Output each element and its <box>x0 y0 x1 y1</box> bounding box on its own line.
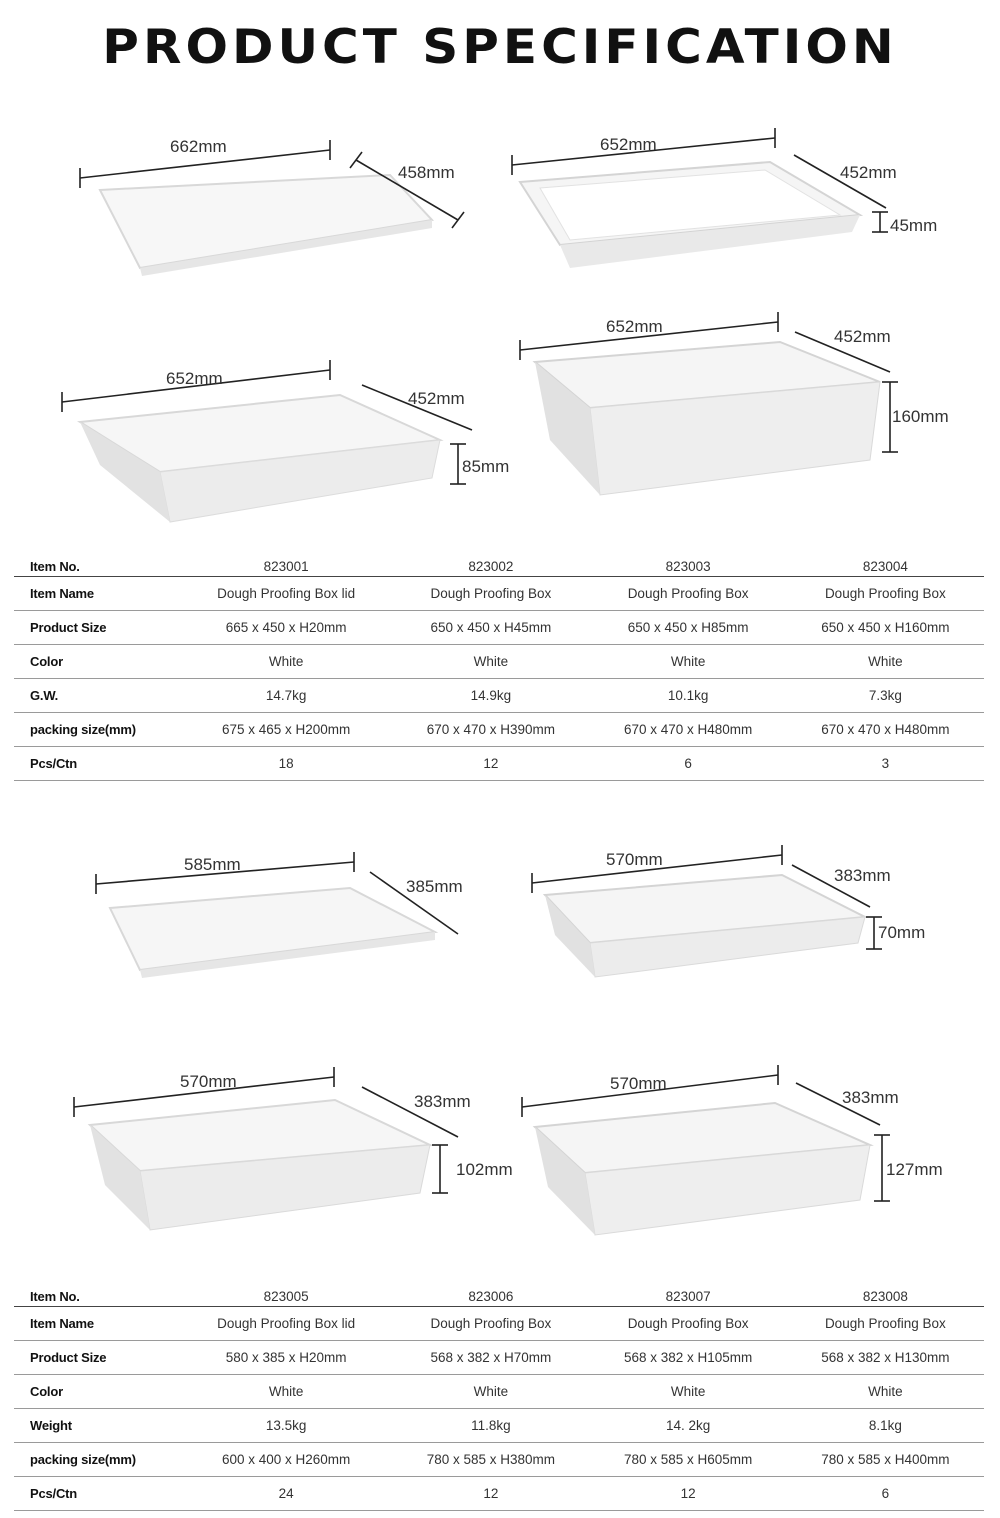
height-label: 70mm <box>878 923 926 942</box>
width-label: 452mm <box>834 327 891 346</box>
spec-row <box>14 611 984 645</box>
spec-cell: 823004 <box>787 552 984 577</box>
spec-cell: 11.8kg <box>392 1409 589 1443</box>
length-label: 570mm <box>610 1074 667 1093</box>
width-label: 458mm <box>398 163 455 182</box>
spec-cell: 780 x 585 x H400mm <box>787 1443 984 1477</box>
spec-cell: 12 <box>392 747 589 781</box>
spec-cell: 6 <box>589 747 786 781</box>
spec-cell: 650 x 450 x H85mm <box>589 611 786 645</box>
spec-row <box>14 1282 984 1307</box>
row-label: Product Size <box>14 611 180 645</box>
product-image-823002 <box>500 120 980 280</box>
spec-cell: 12 <box>392 1477 589 1511</box>
height-label: 160mm <box>892 407 949 426</box>
width-label: 383mm <box>834 866 891 885</box>
row-label: Item Name <box>14 577 180 611</box>
product-image-823004 <box>510 310 980 510</box>
spec-cell: 568 x 382 x H130mm <box>787 1341 984 1375</box>
spec-cell: White <box>392 1375 589 1409</box>
spec-cell: 18 <box>180 747 392 781</box>
row-label: Item No. <box>14 1282 180 1307</box>
spec-cell: 12 <box>589 1477 786 1511</box>
product-image-823003 <box>40 360 520 530</box>
spec-cell: White <box>589 645 786 679</box>
spec-row <box>14 1443 984 1477</box>
row-label: Weight <box>14 1409 180 1443</box>
height-label: 85mm <box>462 457 510 476</box>
spec-cell: White <box>180 645 392 679</box>
spec-cell: 24 <box>180 1477 392 1511</box>
spec-cell: Dough Proofing Box <box>392 1307 589 1341</box>
spec-cell: 823005 <box>180 1282 392 1307</box>
spec-cell: 600 x 400 x H260mm <box>180 1443 392 1477</box>
spec-cell: 823002 <box>392 552 589 577</box>
spec-cell: 823006 <box>392 1282 589 1307</box>
row-label: packing size(mm) <box>14 713 180 747</box>
spec-row <box>14 1307 984 1341</box>
spec-cell: 823003 <box>589 552 786 577</box>
height-label: 102mm <box>456 1160 513 1179</box>
spec-cell: 675 x 465 x H200mm <box>180 713 392 747</box>
spec-row <box>14 679 984 713</box>
row-label: Item Name <box>14 1307 180 1341</box>
spec-cell: Dough Proofing Box <box>589 1307 786 1341</box>
length-label: 652mm <box>166 369 223 388</box>
row-label: G.W. <box>14 679 180 713</box>
spec-cell: 665 x 450 x H20mm <box>180 611 392 645</box>
page-title: PRODUCT SPECIFICATION <box>102 19 898 75</box>
spec-cell: Dough Proofing Box <box>392 577 589 611</box>
spec-cell: White <box>180 1375 392 1409</box>
spec-row <box>14 645 984 679</box>
spec-row <box>14 552 984 577</box>
product-image-823008 <box>510 1065 980 1245</box>
width-label: 383mm <box>414 1092 471 1111</box>
length-label: 570mm <box>606 850 663 869</box>
spec-cell: White <box>392 645 589 679</box>
spec-cell: 14. 2kg <box>589 1409 786 1443</box>
spec-table-2 <box>14 1282 984 1511</box>
spec-cell: Dough Proofing Box lid <box>180 1307 392 1341</box>
row-label: Color <box>14 645 180 679</box>
length-label: 652mm <box>606 317 663 336</box>
spec-cell: 6 <box>787 1477 984 1511</box>
spec-cell: 568 x 382 x H70mm <box>392 1341 589 1375</box>
product-image-823005 <box>80 850 480 980</box>
spec-cell: 8.1kg <box>787 1409 984 1443</box>
length-label: 652mm <box>600 135 657 154</box>
spec-cell: 670 x 470 x H480mm <box>589 713 786 747</box>
spec-cell: 568 x 382 x H105mm <box>589 1341 786 1375</box>
width-label: 452mm <box>840 163 897 182</box>
row-label: packing size(mm) <box>14 1443 180 1477</box>
spec-cell: 580 x 385 x H20mm <box>180 1341 392 1375</box>
spec-cell: 3 <box>787 747 984 781</box>
spec-row <box>14 747 984 781</box>
spec-cell: White <box>589 1375 786 1409</box>
spec-row <box>14 577 984 611</box>
spec-cell: 823001 <box>180 552 392 577</box>
spec-cell: 823008 <box>787 1282 984 1307</box>
spec-cell: 780 x 585 x H380mm <box>392 1443 589 1477</box>
product-image-823001 <box>60 120 480 280</box>
spec-row <box>14 1477 984 1511</box>
spec-table-1 <box>14 552 984 781</box>
height-label: 127mm <box>886 1160 943 1179</box>
spec-cell: 670 x 470 x H480mm <box>787 713 984 747</box>
spec-cell: Dough Proofing Box <box>787 1307 984 1341</box>
spec-cell: 7.3kg <box>787 679 984 713</box>
spec-cell: 650 x 450 x H45mm <box>392 611 589 645</box>
spec-cell: 823007 <box>589 1282 786 1307</box>
row-label: Color <box>14 1375 180 1409</box>
spec-cell: 670 x 470 x H390mm <box>392 713 589 747</box>
spec-cell: 10.1kg <box>589 679 786 713</box>
row-label: Pcs/Ctn <box>14 1477 180 1511</box>
spec-cell: 650 x 450 x H160mm <box>787 611 984 645</box>
length-label: 570mm <box>180 1072 237 1091</box>
product-image-823006 <box>520 845 980 985</box>
spec-row <box>14 1375 984 1409</box>
width-label: 385mm <box>406 877 463 896</box>
spec-cell: Dough Proofing Box lid <box>180 577 392 611</box>
spec-cell: White <box>787 1375 984 1409</box>
width-label: 383mm <box>842 1088 899 1107</box>
spec-cell: Dough Proofing Box <box>787 577 984 611</box>
spec-cell: 13.5kg <box>180 1409 392 1443</box>
spec-cell: 14.9kg <box>392 679 589 713</box>
length-label: 662mm <box>170 137 227 156</box>
spec-cell: Dough Proofing Box <box>589 577 786 611</box>
width-label: 452mm <box>408 389 465 408</box>
product-image-823007 <box>60 1065 520 1245</box>
spec-cell: 780 x 585 x H605mm <box>589 1443 786 1477</box>
spec-row <box>14 1409 984 1443</box>
spec-row <box>14 1341 984 1375</box>
height-label: 45mm <box>890 216 938 235</box>
row-label: Item No. <box>14 552 180 577</box>
row-label: Product Size <box>14 1341 180 1375</box>
length-label: 585mm <box>184 855 241 874</box>
spec-cell: White <box>787 645 984 679</box>
spec-row <box>14 713 984 747</box>
spec-cell: 14.7kg <box>180 679 392 713</box>
row-label: Pcs/Ctn <box>14 747 180 781</box>
